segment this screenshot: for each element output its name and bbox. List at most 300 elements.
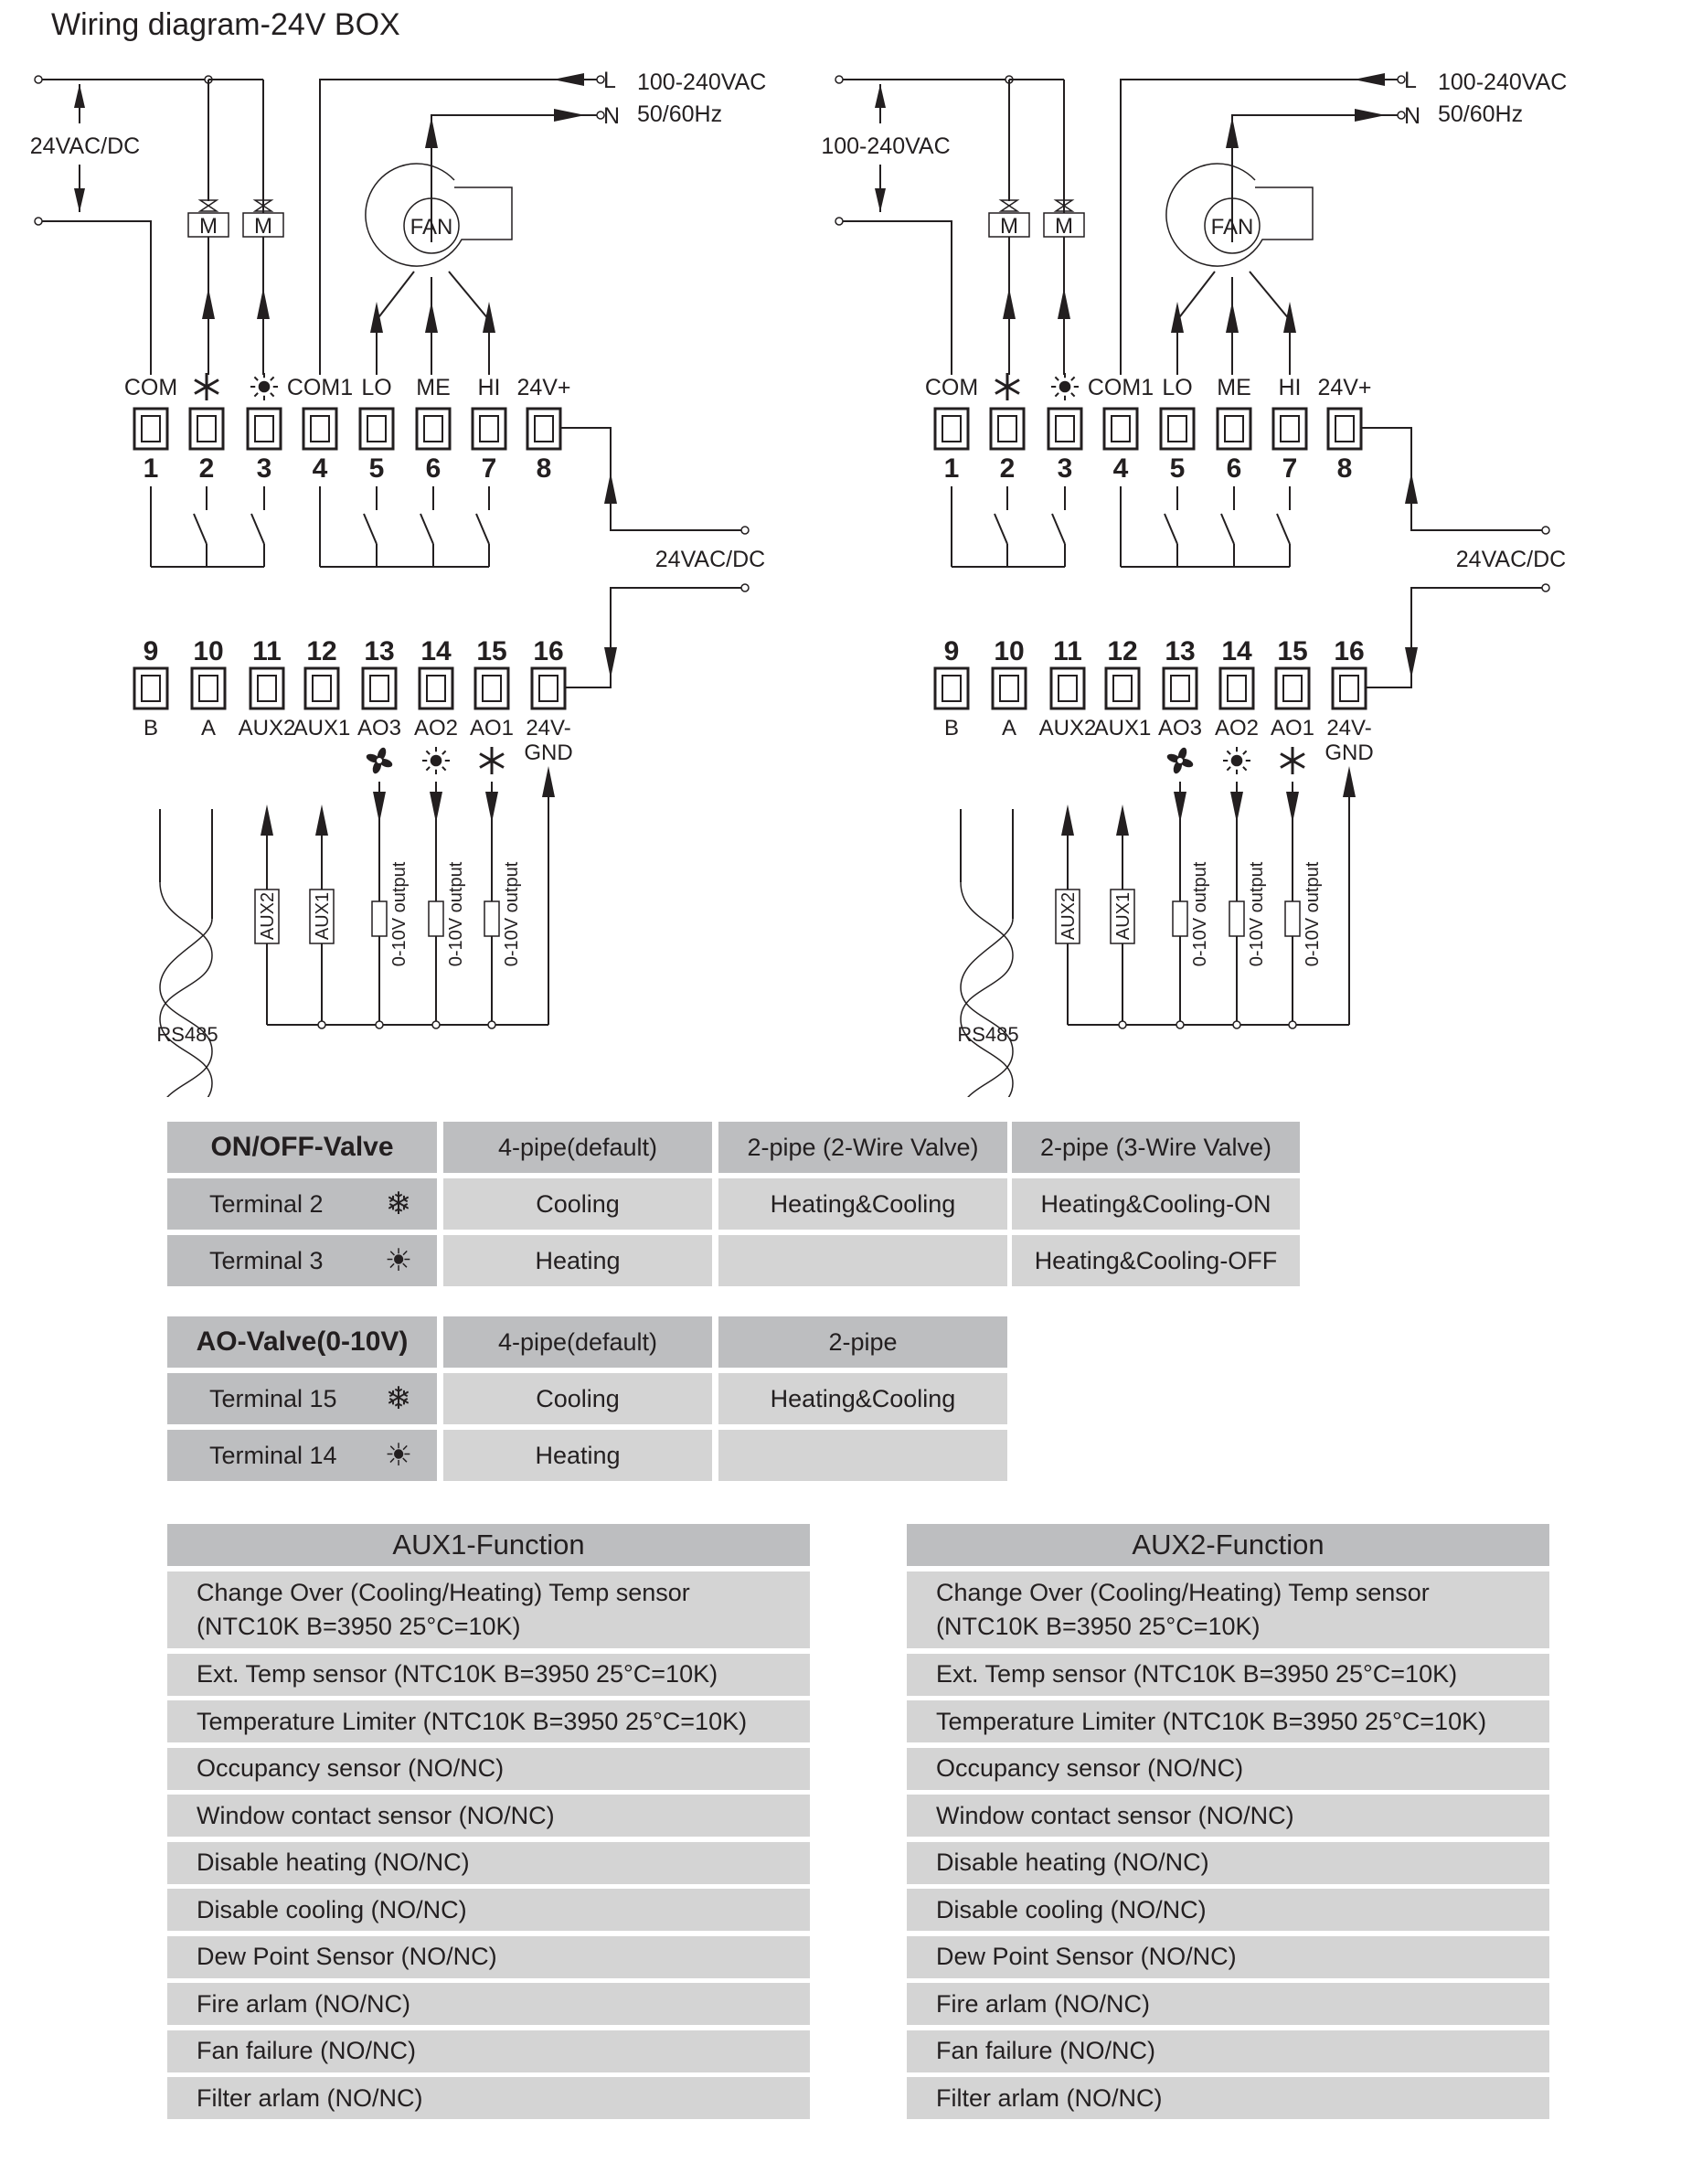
list-item: Disable heating (NO/NC) [167, 1842, 810, 1884]
relay-contact [1277, 514, 1290, 544]
sun-ray [254, 393, 258, 397]
arrow-up-icon [1003, 288, 1016, 319]
aux-box-label: AUX1 [1113, 891, 1133, 941]
terminal-number-5: 5 [368, 453, 385, 484]
supply-terminal-2 [835, 218, 843, 225]
terminal-number-4: 4 [1112, 453, 1129, 484]
terminal-number-16: 16 [533, 636, 564, 666]
supply-left-label: 24VAC/DC [29, 133, 141, 159]
junction [1233, 1021, 1240, 1028]
terminal-label-7: HI [1278, 375, 1302, 400]
arrow-up-icon [370, 302, 383, 333]
relay-contact [420, 514, 433, 544]
arrow-up-icon [1226, 117, 1239, 148]
terminal-number-8: 8 [1336, 453, 1353, 484]
sun-ray [1055, 377, 1059, 380]
terminal-label-14: AO2 [413, 716, 459, 740]
list-item: Ext. Temp sensor (NTC10K B=3950 25°C=10K) [907, 1654, 1549, 1696]
arrow-up-icon [425, 302, 438, 333]
arrow-up-icon [1226, 302, 1239, 333]
relay-contact [476, 514, 489, 544]
relay-contact [194, 514, 207, 544]
motor-label: M [254, 214, 272, 239]
terminal-number-12: 12 [306, 636, 337, 666]
output-label: 0-10V output [446, 861, 466, 967]
terminal-16 [1333, 668, 1366, 708]
supply-24v-minus [741, 584, 749, 591]
terminal-label-5: LO [1162, 375, 1193, 400]
terminal-1 [935, 409, 968, 449]
output-label: 0-10V output [1190, 861, 1210, 967]
sun-icon [1051, 373, 1079, 400]
arrow-up-icon [1058, 288, 1070, 319]
relay-contact [251, 514, 264, 544]
terminal-label-1: COM [924, 375, 979, 400]
table-cell: Heating&Cooling-ON [1012, 1178, 1300, 1230]
snowflake-icon [1281, 747, 1304, 774]
list-item: Fire arlam (NO/NC) [907, 1983, 1549, 2025]
sun-ray [426, 751, 430, 754]
row-label: Terminal 2 [209, 1189, 324, 1218]
arrow-right-icon [1355, 109, 1386, 122]
snowflake-icon [480, 747, 504, 774]
snowflake-center [1290, 758, 1295, 763]
row-label: Terminal 15 [209, 1384, 337, 1412]
sun-core [431, 755, 442, 767]
supply-left-label: 100-240VAC [821, 133, 951, 159]
column-header: 2-pipe (3-Wire Valve) [1012, 1122, 1300, 1173]
terminal-label-12: AUX1 [293, 716, 351, 740]
arrow-down-icon [604, 647, 617, 678]
list-item: Disable heating (NO/NC) [907, 1842, 1549, 1884]
output-label: 0-10V output [389, 861, 410, 967]
junction [318, 1021, 325, 1028]
table-title: AUX2-Function [907, 1524, 1549, 1566]
arrow-down-icon [1286, 792, 1299, 823]
arrow-left-icon [1354, 73, 1385, 86]
supply-right-label: 24VAC/DC [654, 547, 766, 572]
sun-icon [422, 747, 450, 774]
sun-core [1059, 381, 1071, 393]
terminal-number-10: 10 [994, 636, 1025, 666]
table-cell [718, 1430, 1007, 1481]
L-label: L [603, 68, 616, 93]
terminal-2 [190, 409, 223, 449]
table-title: ON/OFF-Valve [167, 1122, 437, 1173]
terminal-label-15: AO1 [1270, 716, 1315, 740]
terminal-label-13: AO3 [356, 716, 402, 740]
supply-terminal-1 [835, 76, 843, 83]
output-resistor [484, 901, 499, 936]
table-title: AO-Valve(0-10V) [167, 1316, 437, 1368]
terminal-label-8: 24V+ [1317, 375, 1372, 400]
terminal-number-11: 11 [252, 636, 282, 666]
list-item: Change Over (Cooling/Heating) Temp sensor (NTC10K B=3950 25°C=10K) [167, 1571, 810, 1648]
valve-icon [1001, 200, 1017, 211]
page-title: Wiring diagram-24V BOX [51, 7, 400, 42]
sun-icon [1223, 747, 1250, 774]
terminal-10 [192, 668, 225, 708]
arrow-up-icon [261, 804, 273, 836]
aux-box-label: AUX1 [313, 891, 333, 941]
sun-ray [442, 751, 446, 754]
terminal-label-11: AUX2 [1038, 716, 1097, 740]
terminal-4 [1104, 409, 1137, 449]
terminal-9 [134, 668, 167, 708]
junction [488, 1021, 495, 1028]
snowflake-icon: ❄ [385, 1187, 412, 1221]
sun-ray [271, 377, 274, 380]
arrow-down-icon [875, 188, 886, 212]
sun-icon [250, 373, 278, 400]
terminal-16 [532, 668, 565, 708]
rs485-label: RS485 [156, 1023, 218, 1046]
terminal-label-15: AO1 [469, 716, 515, 740]
fan-label: FAN [1210, 215, 1254, 240]
sun-ray [1055, 393, 1059, 397]
terminal-3 [248, 409, 281, 449]
rs485-twisted-wire [961, 882, 1013, 1097]
relay-contact [364, 514, 377, 544]
wire [449, 272, 489, 375]
junction [1119, 1021, 1126, 1028]
terminal-number-14: 14 [420, 636, 452, 666]
list-item: Occupancy sensor (NO/NC) [167, 1748, 810, 1790]
terminal-label-9: B [943, 716, 960, 740]
terminal-label-11: AUX2 [238, 716, 296, 740]
wire [377, 272, 414, 375]
terminal-13 [1164, 668, 1197, 708]
terminal-number-13: 13 [1165, 636, 1196, 666]
fan-label: FAN [410, 215, 453, 240]
supply-24v-plus [741, 527, 749, 534]
sun-core [1231, 755, 1243, 767]
table-cell: Heating [443, 1235, 712, 1286]
terminal-label-10: A [1001, 716, 1017, 740]
output-resistor [1229, 901, 1244, 936]
list-item: Change Over (Cooling/Heating) Temp sensor (NTC10K B=3950 25°C=10K) [907, 1571, 1549, 1648]
wiring-diagram-2 [821, 68, 1567, 1097]
table-cell: Heating&Cooling-OFF [1012, 1235, 1300, 1286]
arrow-down-icon [1405, 647, 1418, 678]
row-label-cell [167, 1373, 437, 1424]
table-cell [718, 1235, 1007, 1286]
mains-frequency-label: 50/60Hz [637, 101, 723, 127]
terminal-number-6: 6 [1226, 453, 1242, 484]
list-item: Occupancy sensor (NO/NC) [907, 1748, 1549, 1790]
arrow-up-icon [1283, 302, 1296, 333]
motor-label: M [1000, 214, 1018, 239]
relay-contact [1221, 514, 1234, 544]
output-label: 0-10V output [1303, 861, 1323, 967]
terminal-label-13: AO3 [1157, 716, 1203, 740]
terminal-number-14: 14 [1221, 636, 1252, 666]
wire [42, 221, 151, 375]
wire [1250, 272, 1290, 375]
wire [1177, 272, 1215, 375]
output-resistor [1173, 901, 1187, 936]
list-item: Fan failure (NO/NC) [167, 2030, 810, 2072]
aux-box-label: AUX2 [258, 891, 278, 941]
motor-label: M [199, 214, 218, 239]
terminal-number-12: 12 [1107, 636, 1138, 666]
table-title: AUX1-Function [167, 1524, 810, 1566]
terminal-15 [475, 668, 508, 708]
terminal-label-16: 24V- [526, 716, 571, 740]
table-cell: Heating&Cooling [718, 1178, 1007, 1230]
terminal-number-2: 2 [999, 453, 1016, 484]
table-cell: Cooling [443, 1178, 712, 1230]
sun-core [259, 381, 271, 393]
terminal-label-4: COM1 [286, 375, 354, 400]
terminal-label-1: COM [123, 375, 178, 400]
snowflake-icon [195, 373, 218, 400]
arrow-up-icon [1405, 473, 1418, 504]
output-label: 0-10V output [502, 861, 522, 967]
terminal-8 [1328, 409, 1361, 449]
terminal-label2-16: GND [1325, 740, 1374, 765]
N-label: N [603, 103, 621, 129]
terminal-8 [527, 409, 560, 449]
terminal-6 [1218, 409, 1250, 449]
terminal-11 [1051, 668, 1084, 708]
arrow-down-icon [373, 792, 386, 823]
terminal-7 [473, 409, 505, 449]
terminal-12 [1106, 668, 1139, 708]
terminal-number-13: 13 [364, 636, 395, 666]
terminal-label-8: 24V+ [516, 375, 571, 400]
list-item: Filter arlam (NO/NC) [907, 2077, 1549, 2119]
row-label: Terminal 3 [209, 1246, 324, 1274]
terminal-number-16: 16 [1334, 636, 1365, 666]
terminal-14 [1220, 668, 1253, 708]
terminal-number-7: 7 [481, 453, 497, 484]
wire [1121, 80, 1404, 375]
terminal-label2-16: GND [524, 740, 573, 765]
arrow-up-icon [604, 473, 617, 504]
wire [1361, 428, 1546, 530]
list-item: Temperature Limiter (NTC10K B=3950 25°C=10K) [167, 1700, 810, 1742]
terminal-9 [935, 668, 968, 708]
arrow-down-icon [74, 188, 85, 212]
terminal-number-1: 1 [943, 453, 960, 484]
sun-ray [1227, 767, 1230, 771]
arrow-up-icon [202, 288, 215, 319]
terminal-12 [305, 668, 338, 708]
terminal-number-1: 1 [143, 453, 159, 484]
list-item: Disable cooling (NO/NC) [907, 1889, 1549, 1931]
terminal-7 [1273, 409, 1306, 449]
relay-contact [1165, 514, 1177, 544]
junction [1176, 1021, 1184, 1028]
terminal-15 [1276, 668, 1309, 708]
junction [376, 1021, 383, 1028]
terminal-number-10: 10 [193, 636, 224, 666]
wire [1232, 115, 1404, 242]
relay-contact [995, 514, 1007, 544]
arrow-up-icon [315, 804, 328, 836]
terminal-number-15: 15 [476, 636, 507, 666]
snowflake-center [204, 384, 209, 389]
wire [1361, 588, 1546, 687]
terminal-5 [1161, 409, 1194, 449]
wire [431, 115, 603, 242]
terminal-6 [417, 409, 450, 449]
L-label: L [1404, 68, 1417, 93]
list-item: Fan failure (NO/NC) [907, 2030, 1549, 2072]
snowflake-icon [995, 373, 1019, 400]
terminal-number-3: 3 [1057, 453, 1073, 484]
terminal-5 [360, 409, 393, 449]
arrow-up-icon [1061, 804, 1074, 836]
terminal-number-4: 4 [312, 453, 328, 484]
sun-icon: ☀ [384, 1438, 413, 1473]
sun-icon: ☀ [384, 1243, 413, 1278]
list-item: Ext. Temp sensor (NTC10K B=3950 25°C=10K) [167, 1654, 810, 1696]
arrow-down-icon [485, 792, 498, 823]
terminal-number-15: 15 [1277, 636, 1308, 666]
wire [560, 428, 745, 530]
arrow-up-icon [542, 766, 555, 797]
terminal-number-6: 6 [425, 453, 442, 484]
terminal-label-16: 24V- [1326, 716, 1372, 740]
arrow-left-icon [553, 73, 584, 86]
terminal-number-3: 3 [256, 453, 272, 484]
list-item: Window contact sensor (NO/NC) [167, 1795, 810, 1837]
terminal-number-2: 2 [198, 453, 215, 484]
snowflake-icon: ❄ [385, 1381, 412, 1416]
arrow-up-icon [1116, 804, 1129, 836]
terminal-label-6: ME [1217, 375, 1251, 400]
list-item: Dew Point Sensor (NO/NC) [167, 1936, 810, 1978]
arrow-down-icon [430, 792, 442, 823]
supply-24v-minus [1542, 584, 1549, 591]
rs485-twisted-wire [961, 919, 1013, 1097]
snowflake-center [489, 758, 495, 763]
arrow-up-icon [1343, 766, 1356, 797]
snowflake-center [1005, 384, 1010, 389]
terminal-label-10: A [200, 716, 217, 740]
arrow-up-icon [425, 117, 438, 148]
row-label-cell [167, 1235, 437, 1286]
mains-voltage-label: 100-240VAC [637, 69, 767, 95]
junction [1289, 1021, 1296, 1028]
terminal-1 [134, 409, 167, 449]
N-label: N [1404, 103, 1421, 129]
motor-label: M [1055, 214, 1073, 239]
terminal-number-7: 7 [1282, 453, 1298, 484]
terminal-label-4: COM1 [1087, 375, 1154, 400]
column-header: 4-pipe(default) [443, 1316, 712, 1368]
wiring-diagram-1 [30, 68, 767, 1097]
terminal-10 [993, 668, 1026, 708]
arrow-right-icon [554, 109, 585, 122]
arrow-down-icon [1174, 792, 1186, 823]
terminal-3 [1048, 409, 1081, 449]
valve-icon [200, 200, 217, 211]
supply-terminal-1 [35, 76, 42, 83]
sun-ray [1227, 751, 1230, 754]
sun-ray [254, 377, 258, 380]
terminal-number-9: 9 [943, 636, 960, 666]
supply-24v-plus [1542, 527, 1549, 534]
sun-ray [426, 767, 430, 771]
row-label-cell [167, 1430, 437, 1481]
fan-icon [365, 746, 393, 774]
terminal-label-5: LO [361, 375, 392, 400]
output-resistor [372, 901, 387, 936]
rs485-twisted-wire [160, 919, 212, 1097]
row-label-cell [167, 1178, 437, 1230]
fan-hub [1177, 758, 1183, 763]
column-header: 4-pipe(default) [443, 1122, 712, 1173]
arrow-up-icon [875, 84, 886, 108]
sun-ray [1243, 767, 1247, 771]
mains-voltage-label: 100-240VAC [1438, 69, 1568, 95]
terminal-number-9: 9 [143, 636, 159, 666]
fan-hub [377, 758, 382, 763]
wire [320, 80, 603, 375]
terminal-label-14: AO2 [1214, 716, 1260, 740]
terminal-label-9: B [143, 716, 159, 740]
column-header: 2-pipe (2-Wire Valve) [718, 1122, 1007, 1173]
terminal-13 [363, 668, 396, 708]
terminal-number-5: 5 [1169, 453, 1186, 484]
mains-frequency-label: 50/60Hz [1438, 101, 1524, 127]
sun-ray [1071, 377, 1075, 380]
table-cell: Cooling [443, 1373, 712, 1424]
list-item: Disable cooling (NO/NC) [167, 1889, 810, 1931]
list-item: Filter arlam (NO/NC) [167, 2077, 810, 2119]
aux-box-label: AUX2 [1059, 891, 1079, 941]
list-item: Fire arlam (NO/NC) [167, 1983, 810, 2025]
arrow-up-icon [1171, 302, 1184, 333]
sun-ray [271, 393, 274, 397]
terminal-number-8: 8 [536, 453, 552, 484]
list-item: Temperature Limiter (NTC10K B=3950 25°C=10K) [907, 1700, 1549, 1742]
terminal-11 [250, 668, 283, 708]
output-resistor [429, 901, 443, 936]
terminal-label-12: AUX1 [1093, 716, 1152, 740]
sun-ray [442, 767, 446, 771]
wire [560, 588, 745, 687]
terminal-number-11: 11 [1053, 636, 1082, 666]
supply-terminal-2 [35, 218, 42, 225]
arrow-down-icon [1230, 792, 1243, 823]
terminal-14 [420, 668, 452, 708]
wire [843, 221, 952, 375]
sun-ray [1243, 751, 1247, 754]
arrow-up-icon [257, 288, 270, 319]
rs485-twisted-wire [160, 882, 212, 1097]
terminal-4 [303, 409, 336, 449]
table-cell: Heating&Cooling [718, 1373, 1007, 1424]
column-header: 2-pipe [718, 1316, 1007, 1368]
output-label: 0-10V output [1247, 861, 1267, 967]
terminal-2 [991, 409, 1024, 449]
supply-right-label: 24VAC/DC [1455, 547, 1567, 572]
arrow-up-icon [483, 302, 495, 333]
output-resistor [1285, 901, 1300, 936]
rs485-label: RS485 [957, 1023, 1019, 1046]
terminal-label-7: HI [477, 375, 501, 400]
junction [432, 1021, 440, 1028]
table-cell: Heating [443, 1430, 712, 1481]
relay-contact [1052, 514, 1065, 544]
fan-icon [1165, 746, 1194, 774]
row-label: Terminal 14 [209, 1441, 337, 1469]
sun-ray [1071, 393, 1075, 397]
